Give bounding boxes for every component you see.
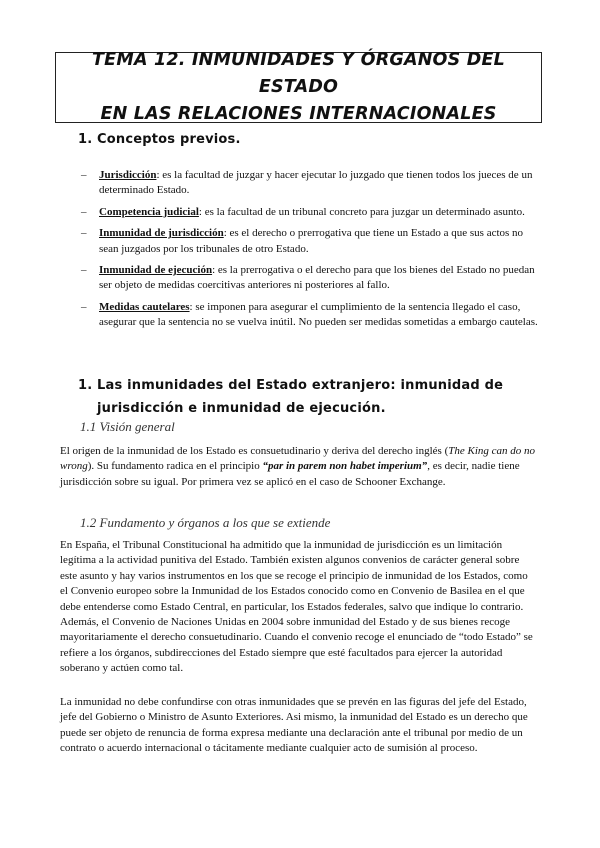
list-item [78,300,538,331]
section-heading-conceptos [78,128,241,151]
subsection-heading-vision-general: 1.1 Visión general [80,419,175,434]
section-title-line-1: Las inmunidades del Estado extranjero: inmunidad de [97,378,504,393]
list-item [78,168,538,199]
section-title: Conceptos previos. [97,132,241,147]
term: Inmunidad de ejecución [99,264,213,277]
definition: : es la prerrogativa o el derecho para que los bienes del Estado no puedan ser objeto de medidas coercitivas anteriores ni posteriores al fallo. [99,264,535,292]
title-box [55,52,542,123]
term: Medidas cautelares [99,300,190,313]
dash-bullet: – [81,300,87,313]
paragraph-text: ). Su fundamento radica en el principio [87,460,263,473]
title-line-1: TEMA 12. INMUNIDADES Y ÓRGANOS DEL ESTADO [92,50,505,97]
subsection-heading-fundamento: 1.2 Fundamento y órganos a los que se extiende [80,515,331,530]
paragraph-inmunidad: La inmunidad no debe confundirse con otras inmunidades que se prevén en las figuras del jefe del Estado, jefe del Gobierno o Ministro de Asunto Exteriores. Asi mismo, la inmunidad del Estado es un derecho que puede ser objeto de renuncia de forma expresa mediante una declaración ante el tribunal por medio de un contrato o acuerdo internacional o tácitamente mediante cualquier acto de sumisión al proceso. [60,696,528,755]
definition: : se imponen para asegurar el cumplimiento de la sentencia llegado el caso, asegurar que la sentencia no se vuelva inútil. No pueden ser medidas sometidas a embargo cautelas. [99,300,538,329]
definition: : es la facultad de un tribunal concreto para juzgar un determinado asunto. [198,205,525,218]
list-item [78,263,538,294]
definitions-list [78,168,538,337]
section-heading-inmunidades [78,374,503,420]
term: Jurisdicción [99,169,157,181]
term: Competencia judicial [99,205,199,218]
section-number: 1. [78,378,93,393]
dash-bullet: – [81,227,87,240]
emphasis-principle: “par in parem non habet imperium” [262,460,428,473]
paragraph-origen [60,444,538,490]
definition: : es la facultad de juzgar y hacer ejecutar lo juzgado que tienen todos los jueces de un determinado Estado. [99,169,533,197]
paragraph-espana: En España, el Tribunal Constitucional ha admitido que la inmunidad de jurisdicción es un limitación legítima a la actividad punitiva del Estado. También existen algunos convenios de carácter general sobre este asunto y hay varios instrumentos en los que se recoge el principio de inmunidad de los Estados, como el Convenio europeo sobre la Inmunidad de los Estados conocido como en Convenio de Basilea en el que debe entenderse como Estado Central, en particular, los Estados federales, salvo que indique lo contrario. Además, el Convenio de Naciones Unidas en 2004 sobre inmunidad del Estado y de sus bienes recoge mayoritariamente el derecho consuetudinario. Cuando el convenio recoge el enunciado de “todo Estado” se refiere a los órganos, subdirecciones del Estado siempre que esté facultados para ejercer la autoridad soberano y actúen como tal. [60,539,533,675]
dash-bullet: – [81,205,87,218]
definition: : es el derecho o prerrogativa que tiene un Estado a que sus actos no sean juzgados por los tribunales de otro Estado. [99,227,524,255]
dash-bullet: – [81,169,87,181]
list-item [78,226,538,257]
list-item [78,205,538,220]
term: Inmunidad de jurisdicción [99,227,224,240]
section-title-line-2: jurisdicción e inmunidad de ejecución. [97,401,386,416]
dash-bullet: – [81,264,87,277]
title-line-2: EN LAS RELACIONES INTERNACIONALES [100,104,497,124]
section-number: 1. [78,132,93,147]
paragraph-text: , es decir, nadie tiene jurisdicción sobre su igual. Por primera vez se aplicó en el caso de Schooner Exchange. [60,460,520,488]
emphasis-maxim: The King can do no wrong [60,445,536,473]
paragraph-text: El origen de la inmunidad de los Estado es consuetudinario y deriva del derecho inglés ( [60,445,449,457]
